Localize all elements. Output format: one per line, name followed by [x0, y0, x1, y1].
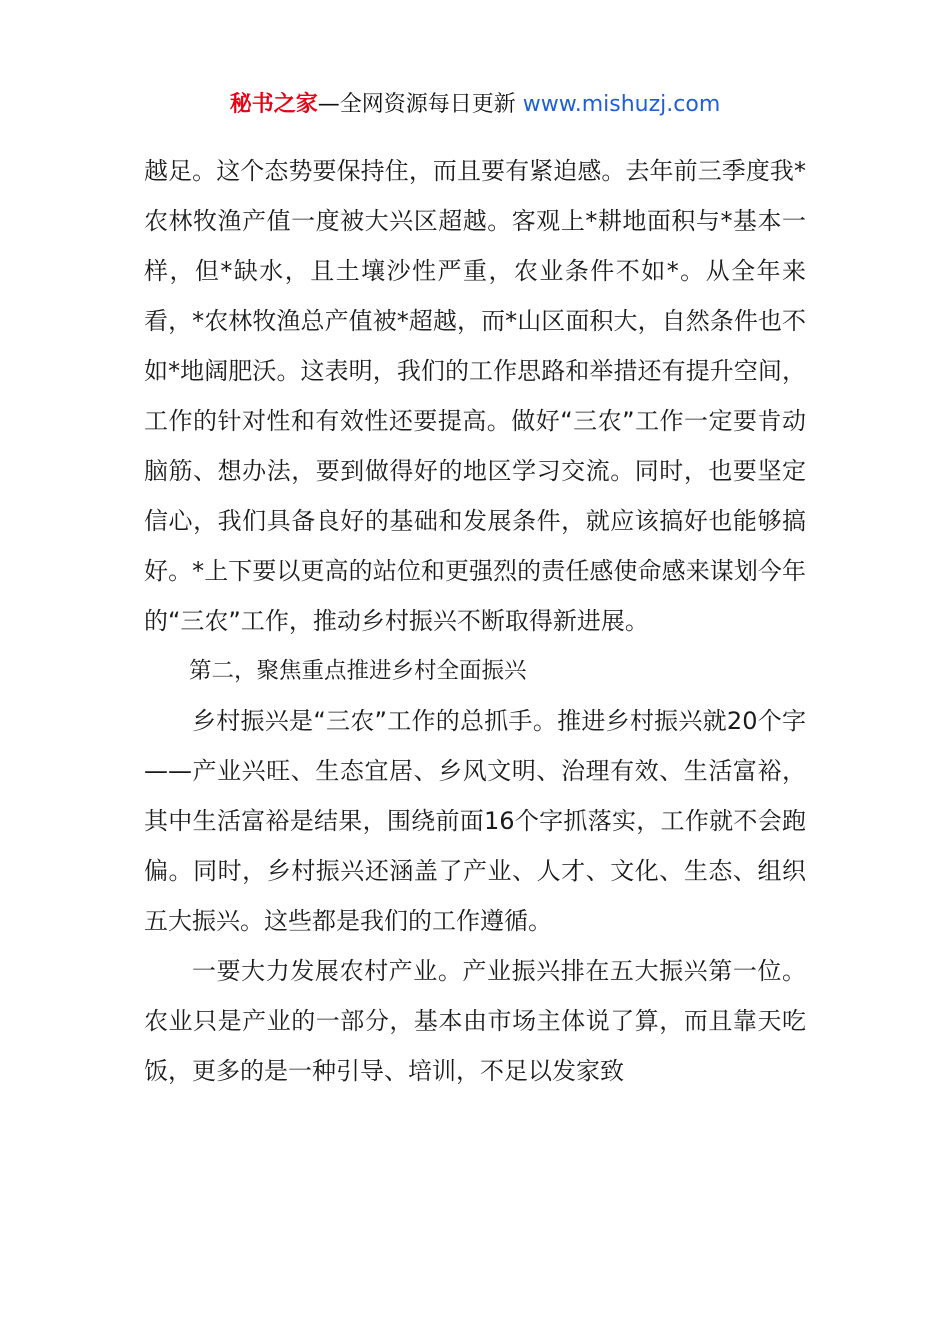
header-tagline: —全网资源每日更新: [317, 92, 523, 117]
paragraph: 一要大力发展农村产业。产业振兴排在五大振兴第一位。农业只是产业的一部分，基本由市场主体说了算，而且靠天吃饭，更多的是一种引导、培训，不足以发家致: [144, 957, 806, 1085]
paragraph: 乡村振兴是“三农”工作的总抓手。推进乡村振兴就20个字——产业兴旺、生态宜居、乡风文明、治理有效、生活富裕，其中生活富裕是结果，围绕前面16个字抓落实，工作就不会跑偏。同时，乡村振兴还涵盖了产业、人才、文化、生态、组织五大振兴。这些都是我们的工作遵循。: [144, 707, 806, 935]
paragraph-continuation: 越足。这个态势要保持住，而且要有紧迫感。去年前三季度我*农林牧渔产值一度被大兴区超越。客观上*耕地面积与*基本一样，但*缺水，且土壤沙性严重，农业条件不如*。从全年来看，*农林牧渔总产值被*超越，而*山区面积大，自然条件也不如*地阔肥沃。这表明，我们的工作思路和举措还有提升空间，工作的针对性和有效性还要提高。做好“三农”工作一定要肯动脑筋、想办法，要到做得好的地区学习交流。同时，也要坚定信心，我们具备良好的基础和发展条件，就应该搞好也能够搞好。*上下要以更高的站位和更强烈的责任感使命感来谋划今年的“三农”工作，推动乡村振兴不断取得新进展。: [144, 157, 806, 635]
document-body: [144, 146, 806, 1096]
website-link[interactable]: www.mishuzj.com: [522, 92, 721, 117]
section-heading: 第二，聚焦重点推进乡村全面振兴: [189, 658, 527, 684]
brand-name: 秘书之家: [229, 92, 318, 117]
page-header: [0, 88, 950, 122]
